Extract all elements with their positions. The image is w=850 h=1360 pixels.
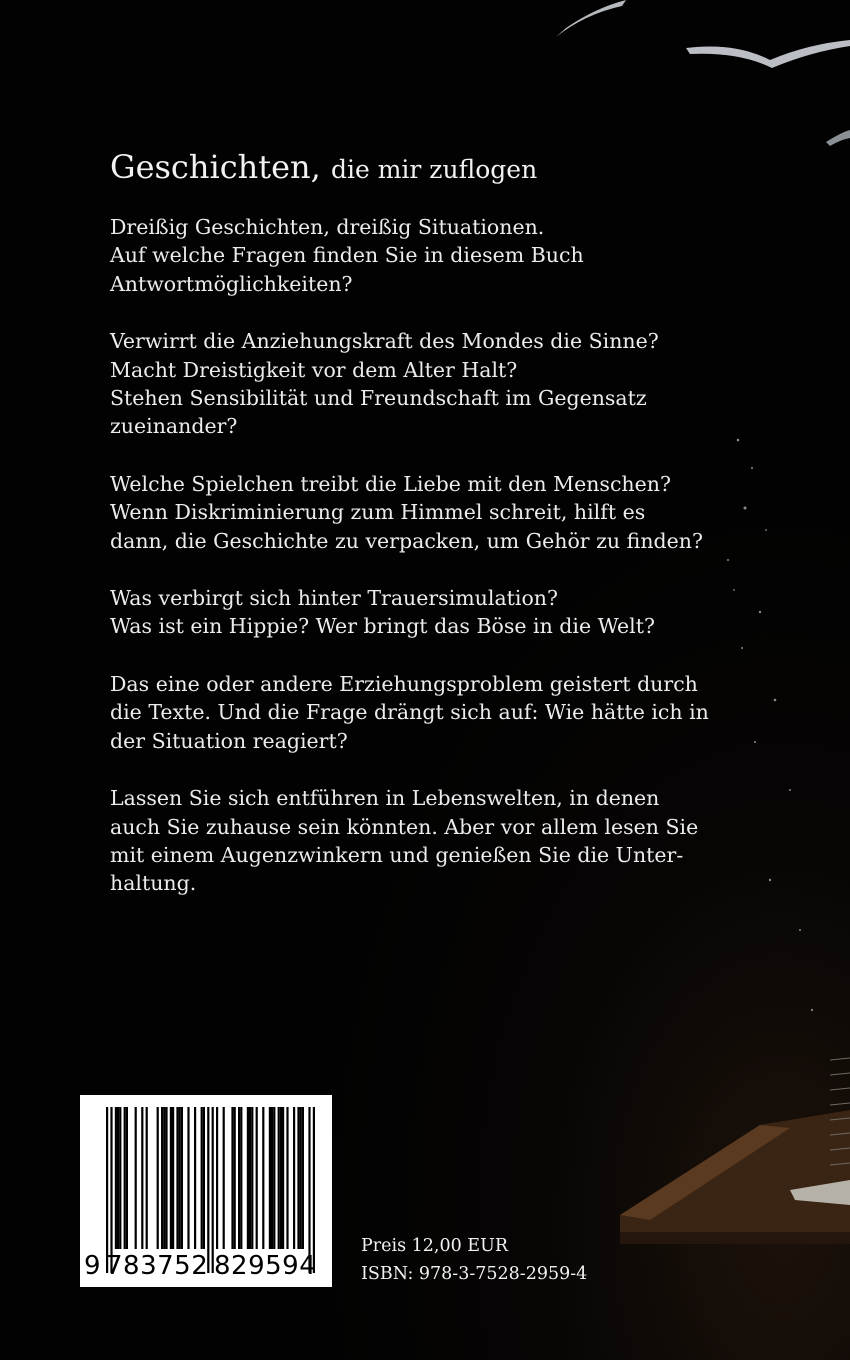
blurb-line: Stehen Sensibilität und Freundschaft im Gegensatz xyxy=(110,386,647,411)
barcode-guard-bar xyxy=(313,1107,315,1273)
blurb-line: Lassen Sie sich entführen in Lebenswelten, in denen xyxy=(110,786,660,811)
barcode-bar xyxy=(240,1107,242,1249)
blurb-line: Macht Dreistigkeit vor dem Alter Halt? xyxy=(110,357,518,382)
blurb-line: der Situation reagiert? xyxy=(110,728,348,753)
barcode-bar xyxy=(165,1107,167,1249)
blurb-line: auch Sie zuhause sein könnten. Aber vor allem lesen Sie xyxy=(110,814,699,839)
barcode-bar xyxy=(223,1107,225,1249)
blurb-line: dann, die Geschichte zu verpacken, um Gehör zu finden? xyxy=(110,528,703,553)
blurb-line: haltung. xyxy=(110,871,197,896)
blurb-line: Verwirrt die Anziehungskraft des Mondes die Sinne? xyxy=(110,329,659,354)
title-sub: die mir zuflogen xyxy=(330,155,538,184)
piano-corner xyxy=(620,1058,850,1244)
blurb-line: mit einem Augenzwinkern und genießen Sie die Unter- xyxy=(110,842,684,867)
barcode-bar xyxy=(282,1107,284,1249)
barcode-bar xyxy=(269,1107,271,1249)
barcode-bar xyxy=(262,1107,264,1249)
barcode-bar xyxy=(280,1107,282,1249)
barcode-bar xyxy=(302,1107,304,1249)
barcode-bar xyxy=(170,1107,172,1249)
wing-edge-right xyxy=(826,130,850,146)
price-text: Preis 12,00 EUR xyxy=(361,1236,508,1256)
barcode-bar xyxy=(141,1107,143,1249)
barcode-bar xyxy=(203,1107,205,1249)
blurb-text xyxy=(110,213,750,927)
barcode-bar xyxy=(124,1107,126,1249)
barcode-bar xyxy=(256,1107,258,1249)
barcode-bar xyxy=(135,1107,137,1249)
barcode-bar xyxy=(216,1107,218,1249)
barcode-bar xyxy=(201,1107,203,1249)
blurb-line: Auf welche Fragen finden Sie in diesem Buch xyxy=(110,243,584,268)
barcode-digits-left: 783752 xyxy=(106,1251,209,1281)
barcode-guard-bar xyxy=(308,1107,310,1273)
blurb-line: Wenn Diskriminierung zum Himmel schreit, hilft es xyxy=(110,500,646,525)
barcode-bar xyxy=(249,1107,251,1249)
barcode-bar xyxy=(271,1107,273,1249)
barcode-bar xyxy=(247,1107,249,1249)
price-info xyxy=(361,1232,587,1288)
barcode-bar xyxy=(297,1107,299,1249)
barcode-guard-bar xyxy=(212,1107,214,1273)
barcode-bar xyxy=(117,1107,119,1249)
book-title xyxy=(110,148,537,186)
blurb-paragraph-4 xyxy=(110,584,750,641)
blurb-paragraph-5 xyxy=(110,670,750,755)
barcode-bar xyxy=(176,1107,178,1249)
barcode-bar xyxy=(238,1107,240,1249)
barcode-bar xyxy=(146,1107,148,1249)
barcode-bar xyxy=(161,1107,163,1249)
barcode-bar xyxy=(300,1107,302,1249)
barcode-bar xyxy=(293,1107,295,1249)
barcode-bar xyxy=(126,1107,128,1249)
barcode-bar xyxy=(251,1107,253,1249)
barcode-digits-right: 829594 xyxy=(214,1251,317,1281)
blurb-line: Antwortmöglichkeiten? xyxy=(110,271,353,296)
blurb-line: Dreißig Geschichten, dreißig Situationen. xyxy=(110,215,545,239)
isbn-barcode xyxy=(80,1095,332,1287)
blurb-paragraph-3 xyxy=(110,470,750,555)
barcode-bar xyxy=(194,1107,196,1249)
blurb-line: Was ist ein Hippie? Wer bringt das Böse in die Welt? xyxy=(110,614,655,639)
isbn-text: ISBN: 978-3-7528-2959-4 xyxy=(361,1264,588,1284)
blurb-line: Das eine oder andere Erziehungsproblem geistert durch xyxy=(110,671,698,696)
barcode-bar xyxy=(231,1107,233,1249)
barcode-bar xyxy=(278,1107,280,1249)
blurb-line: Was verbirgt sich hinter Trauersimulation? xyxy=(110,586,558,611)
barcode-guard-bar xyxy=(106,1107,108,1273)
bird-silhouette-right xyxy=(686,40,850,68)
bird-silhouette-top xyxy=(556,0,626,37)
blurb-paragraph-2 xyxy=(110,327,750,441)
barcode-bar xyxy=(234,1107,236,1249)
barcode-digit-first: 9 xyxy=(84,1251,101,1281)
blurb-paragraph-1 xyxy=(110,213,750,298)
blurb-line: zueinander? xyxy=(110,414,238,439)
blurb-line: die Texte. Und die Frage drängt sich auf: Wie hätte ich in xyxy=(110,700,709,725)
barcode-bar xyxy=(163,1107,165,1249)
title-main: Geschichten, xyxy=(110,148,321,186)
barcode-bar xyxy=(115,1107,117,1249)
blurb-paragraph-6 xyxy=(110,784,750,898)
barcode-guard-bar xyxy=(110,1107,112,1273)
barcode-digits xyxy=(80,1251,332,1283)
barcode-bar xyxy=(187,1107,189,1249)
barcode-guard-bar xyxy=(207,1107,209,1273)
barcode-bar xyxy=(157,1107,159,1249)
barcode-bar xyxy=(179,1107,181,1249)
barcode-bar xyxy=(119,1107,121,1249)
barcode-bar xyxy=(273,1107,275,1249)
barcode-bar xyxy=(181,1107,183,1249)
barcode-bar xyxy=(172,1107,174,1249)
barcode-bar xyxy=(286,1107,288,1249)
blurb-line: Welche Spielchen treibt die Liebe mit den Menschen? xyxy=(110,471,671,496)
